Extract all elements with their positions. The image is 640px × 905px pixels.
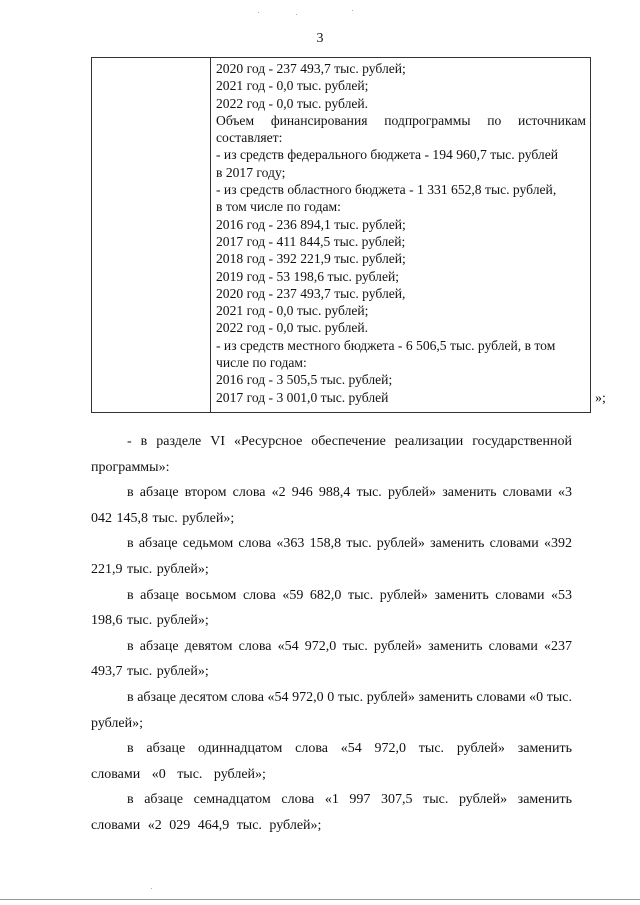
scan-speck [352,10,353,11]
table-line: 2016 год - 236 894,1 тыс. рублей; [216,216,406,232]
paragraph: в абзаце восьмом слова «59 682,0 тыс. рублей» заменить словами «53 198,6 тыс. рублей»; [91,587,572,629]
funding-table [91,57,591,413]
table-line: 2018 год - 392 221,9 тыс. рублей; [216,251,406,267]
table-line: 2020 год - 237 493,7 тыс. рублей; [216,61,406,76]
table-line: составляет: [216,130,283,146]
paragraph: в абзаце семнадцатом слова «1 997 307,5 тыс. рублей» заменить словами «2 029 464,9 тыс. рублей»; [91,792,572,833]
table-line: 2017 год - 411 844,5 тыс. рублей; [216,233,406,249]
table-line: - из средств местного бюджета - 6 506,5 тыс. рублей, в том [216,337,556,353]
document-body [91,429,572,839]
table-line: - из средств федерального бюджета - 194 960,7 тыс. рублей [216,147,559,163]
table-line: - из средств областного бюджета - 1 331 652,8 тыс. рублей, [216,182,557,198]
table-closing-quote: »; [595,391,606,406]
paragraph: в абзаце седьмом слова «363 158,8 тыс. рублей» заменить словами «392 221,9 тыс. рублей»; [91,536,572,577]
table-line: 2016 год - 3 505,5 тыс. рублей; [216,372,393,388]
table-line: 2020 год - 237 493,7 тыс. рублей, [216,285,406,301]
table-line: 2021 год - 0,0 тыс. рублей; [216,78,369,94]
scan-speck [258,12,259,13]
scan-speck [151,888,152,889]
funding-table-cell [216,60,586,406]
paragraph: в абзаце одиннадцатом слова «54 972,0 тыс. рублей» заменить словами «0 тыс. рублей»; [91,741,572,782]
table-line: 2021 год - 0,0 тыс. рублей; [216,303,369,319]
table-line: 2022 год - 0,0 тыс. рублей. [216,320,369,336]
table-line: в том числе по годам: [216,199,341,215]
table-line: числе по годам: [216,355,307,371]
table-line: 2022 год - 0,0 тыс. рублей. [216,95,369,111]
page-bottom-edge [0,899,640,900]
table-line: Объем финансирования подпрограммы по источникам [216,112,586,128]
table-line: в 2017 году; [216,164,286,180]
paragraph: в абзаце десятом слова «54 972,0 0 тыс. рублей» заменить словами «0 тыс. рублей»; [91,689,572,731]
scan-speck [296,14,297,15]
table-line: 2019 год - 53 198,6 тыс. рублей; [216,268,400,284]
paragraph: в абзаце девятом слова «54 972,0 тыс. рублей» заменить словами «237 493,7 тыс. рублей»; [91,638,572,680]
paragraph: в абзаце втором слова «2 946 988,4 тыс. рублей» заменить словами «3 042 145,8 тыс. рублей»; [91,485,572,526]
table-column-divider [210,58,211,412]
table-line: 2017 год - 3 001,0 тыс. рублей [216,389,389,405]
paragraph: - в разделе VI «Ресурсное обеспечение реализации государственной программы»: [91,434,572,475]
page-number: 3 [316,31,324,46]
